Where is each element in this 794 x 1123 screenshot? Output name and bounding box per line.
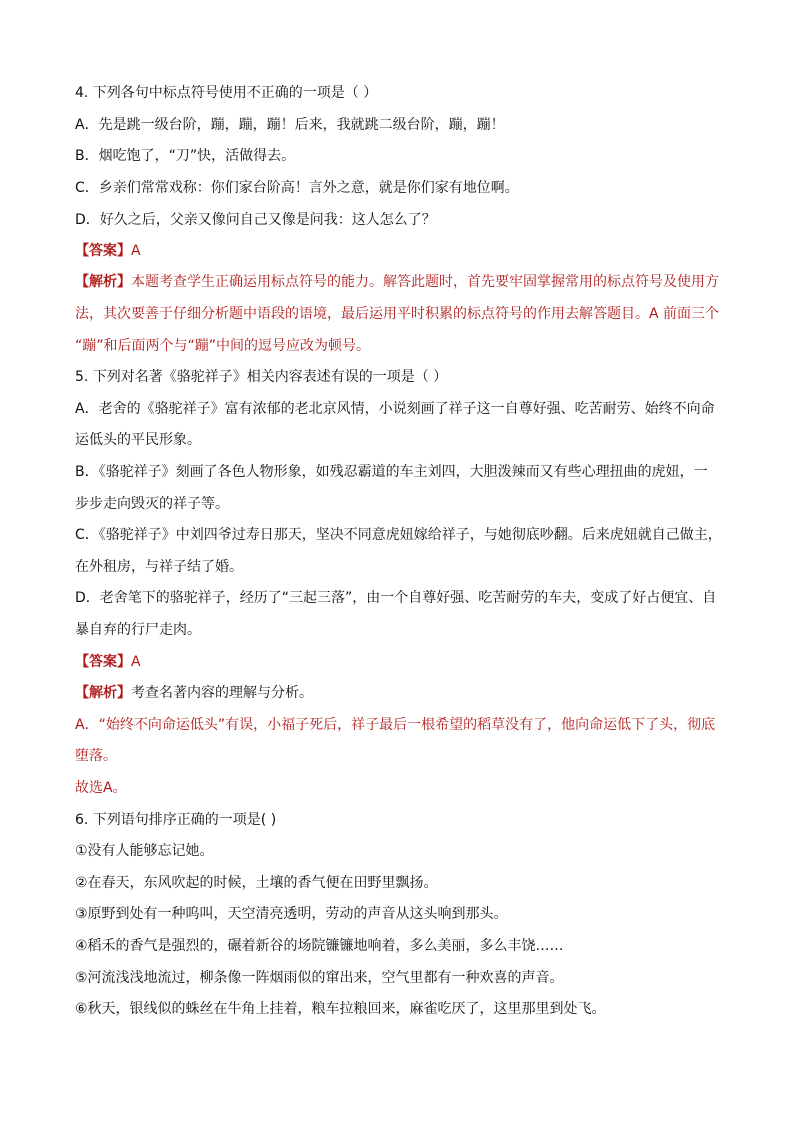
- question-4-option-c: C．乡亲们常常戏称：你们家台阶高！言外之意，就是你们家有地位啊。: [75, 180, 519, 196]
- question-6-item-5: ⑤河流浅浅地流过，柳条像一阵烟雨似的窜出来，空气里都有一种欢喜的声音。: [75, 970, 564, 986]
- answer-value: A: [131, 654, 141, 670]
- question-5-stem: 5. 下列对名著《骆驼祥子》相关内容表述有误的一项是（ ）: [75, 369, 448, 385]
- answer-tag: 【答案】: [75, 654, 131, 670]
- answer-value: A: [131, 243, 141, 259]
- answer-tag: 【答案】: [75, 243, 131, 259]
- question-5-analysis-line-1: A．“始终不向命运低头”有误，小福子死后，祥子最后一根希望的稻草没有了，他向命运低下了头，彻底: [75, 717, 716, 733]
- question-5-option-d-line-1: D．老舍笔下的骆驼祥子，经历了“三起三落”，由一个自尊好强、吃苦耐劳的车夫，变成了好占便宜、自: [75, 590, 717, 606]
- question-4-option-a: A．先是跳一级台阶，蹦，蹦，蹦！后来，我就跳二级台阶，蹦，蹦！: [75, 117, 505, 133]
- question-5-answer: [75, 652, 725, 672]
- question-6-item-4: ④稻禾的香气是强烈的，碾着新谷的场院镰镰地响着，多么美丽，多么丰饶……: [75, 938, 564, 954]
- analysis-text: 考查名著内容的理解与分析。: [131, 685, 313, 701]
- analysis-tag: 【解析】: [75, 274, 131, 290]
- question-6-item-2: ②在春天，东风吹起的时候，土壤的香气便在田野里飘扬。: [75, 875, 438, 891]
- question-6-item-1: ①没有人能够忘记她。: [75, 843, 214, 859]
- question-5-option-a-line-2: 运低头的平民形象。: [75, 432, 201, 448]
- question-5-option-d-line-2: 暴自弃的行尸走肉。: [75, 622, 201, 638]
- analysis-tag: 【解析】: [75, 685, 131, 701]
- question-4-analysis: [75, 272, 725, 292]
- question-5-option-a-line-1: A．老舍的《骆驼祥子》富有浓郁的老北京风情，小说刻画了祥子这一自尊好强、吃苦耐劳、始终不向命: [75, 401, 715, 417]
- question-5-option-c-line-1: C．《骆驼祥子》中刘四爷过寿日那天，坚决不同意虎妞嫁给祥子，与她彻底吵翻。后来虎妞就自己做主，: [75, 527, 722, 543]
- question-4-option-b: B．烟吃饱了，“刀”快，活做得去。: [75, 148, 296, 164]
- question-5-analysis: [75, 683, 725, 703]
- analysis-text: 本题考查学生正确运用标点符号的能力。解答此题时，首先要牢固掌握常用的标点符号及使用方: [131, 274, 719, 290]
- question-5-option-b-line-1: B．《骆驼祥子》刻画了各色人物形象，如残忍霸道的车主刘四，大胆泼辣而又有些心理扭曲的虎妞，一: [75, 464, 708, 480]
- question-5-option-c-line-2: 在外租房，与祥子结了婚。: [75, 559, 243, 575]
- question-5-analysis-line-2: 堕落。: [75, 748, 117, 764]
- question-4-option-d: D．好久之后，父亲又像问自己又像是问我：这人怎么了？: [75, 212, 436, 228]
- question-6-item-6: ⑥秋天，银线似的蛛丝在牛角上挂着，粮车拉粮回来，麻雀吃厌了，这里那里到处飞。: [75, 1001, 606, 1017]
- question-4-stem: 4. 下列各句中标点符号使用不正确的一项是（ ）: [75, 85, 378, 101]
- question-4-answer: [75, 241, 725, 261]
- question-5-conclusion: 故选A。: [75, 780, 127, 796]
- question-6-item-3: ③原野到处有一种呜叫，天空清亮透明，劳动的声音从这头响到那头。: [75, 906, 508, 922]
- question-4-analysis-line-2: 法，其次要善于仔细分析题中语段的语境，最后运用平时积累的标点符号的作用去解答题目。A 前面三个: [75, 306, 720, 322]
- question-5-option-b-line-2: 步步走向毁灭的祥子等。: [75, 496, 229, 512]
- question-4-analysis-line-3: “蹦”和后面两个与“蹦”中间的逗号应改为顿号。: [75, 338, 371, 354]
- question-6-stem: 6. 下列语句排序正确的一项是( ): [75, 812, 277, 828]
